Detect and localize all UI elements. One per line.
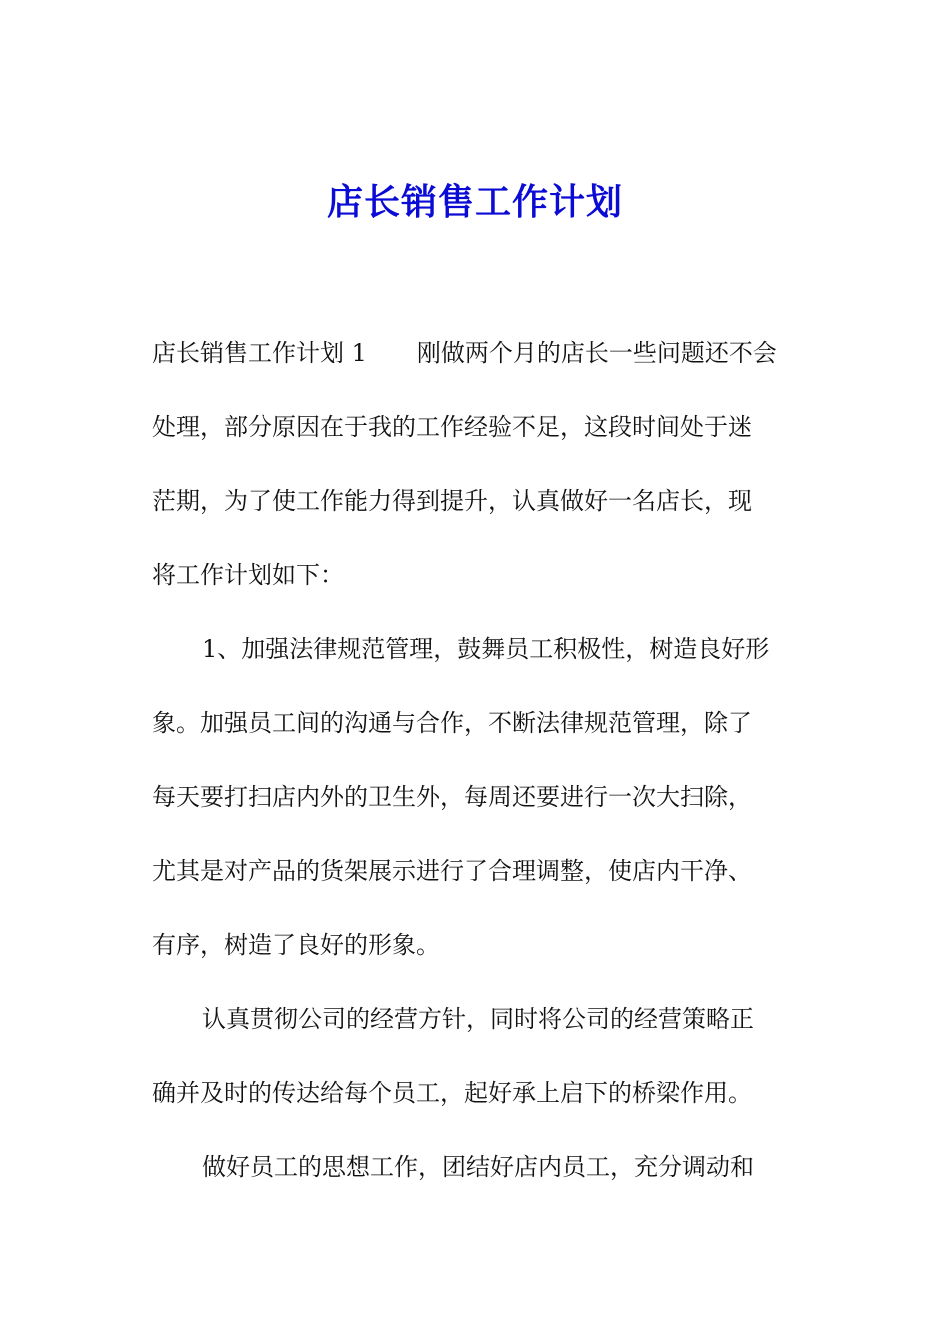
text-line-3: 茫期，为了使工作能力得到提升，认真做好一名店长，现	[152, 487, 752, 515]
text-line-6: 象。加强员工间的沟通与合作，不断法律规范管理，除了	[152, 709, 752, 737]
text-line-1	[152, 336, 777, 370]
text-line-9: 有序，树造了良好的形象。	[152, 931, 440, 959]
text-line-7: 每天要打扫店内外的卫生外，每周还要进行一次大扫除，	[152, 783, 752, 811]
text-line-2: 处理，部分原因在于我的工作经验不足，这段时间处于迷	[152, 413, 752, 441]
text-line-12: 做好员工的思想工作，团结好店内员工，充分调动和	[202, 1153, 754, 1181]
document-title: 店长销售工作计划	[326, 181, 623, 223]
paragraph-start: 刚做两个月的店长一些问题还不会	[416, 339, 777, 367]
text-line-10: 认真贯彻公司的经营方针，同时将公司的经营策略正	[202, 1005, 754, 1033]
text-line-11: 确并及时的传达给每个员工，起好承上启下的桥梁作用。	[152, 1079, 752, 1107]
text-line-5: 1、加强法律规范管理，鼓舞员工积极性，树造良好形	[202, 635, 770, 663]
text-line-8: 尤其是对产品的货架展示进行了合理调整，使店内干净、	[152, 857, 752, 885]
text-line-4: 将工作计划如下：	[152, 561, 344, 589]
section-heading: 店长销售工作计划 1	[152, 339, 367, 367]
